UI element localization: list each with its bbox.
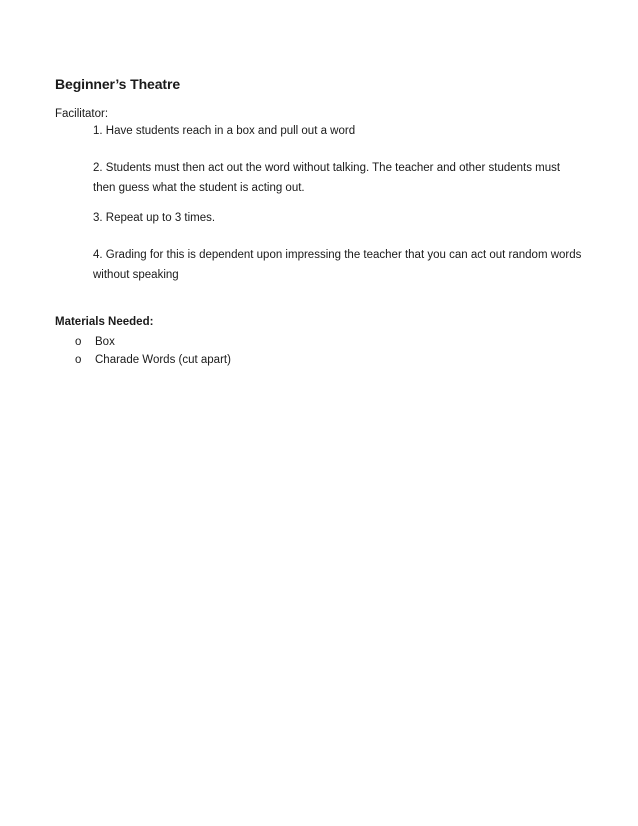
step-2: 2. Students must then act out the word without talking. The teacher and other students must then guess what the student is acting out. <box>93 162 561 194</box>
material-charade-words: Charade Words (cut apart) <box>95 354 231 366</box>
list-item <box>75 333 231 351</box>
step-1: 1. Have students reach in a box and pull out a word <box>93 125 356 137</box>
materials-list <box>75 333 231 369</box>
step-4: 4. Grading for this is dependent upon impressing the teacher that you can act out random words without speaking <box>93 249 582 281</box>
list-item <box>75 351 231 369</box>
step-3: 3. Repeat up to 3 times. <box>93 212 216 224</box>
facilitator-label: Facilitator: <box>55 108 109 120</box>
document-title: Beginner’s Theatre <box>55 76 181 92</box>
bullet-icon: o <box>75 354 82 366</box>
materials-heading: Materials Needed: <box>55 316 154 328</box>
material-box: Box <box>95 336 115 348</box>
bullet-icon: o <box>75 336 82 348</box>
